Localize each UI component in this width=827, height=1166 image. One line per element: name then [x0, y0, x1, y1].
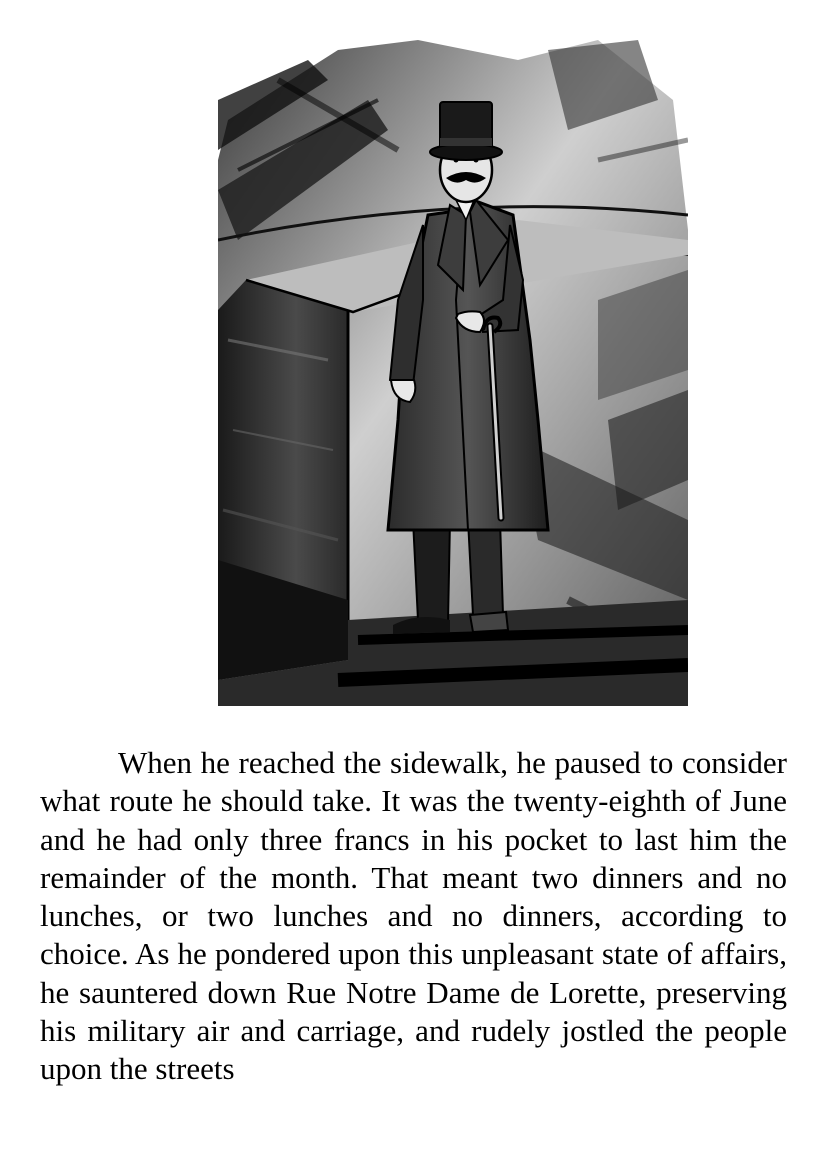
illustration-drawing [218, 40, 688, 706]
gentleman-illustration [218, 40, 688, 706]
story-paragraph: When he reached the sidewalk, he paused to consider what route he should take. It was the twenty-eighth of June and he had only three francs in his pocket to last him the remainder of the month. That meant two dinners and no lunches, or two lunches and no dinners, according to choice. As he pondered upon this unpleasant state of affairs, he sauntered down Rue Notre Dame de Lorette, preserving his military air and carriage, and rudely jostled the people upon the streets [40, 745, 787, 1087]
